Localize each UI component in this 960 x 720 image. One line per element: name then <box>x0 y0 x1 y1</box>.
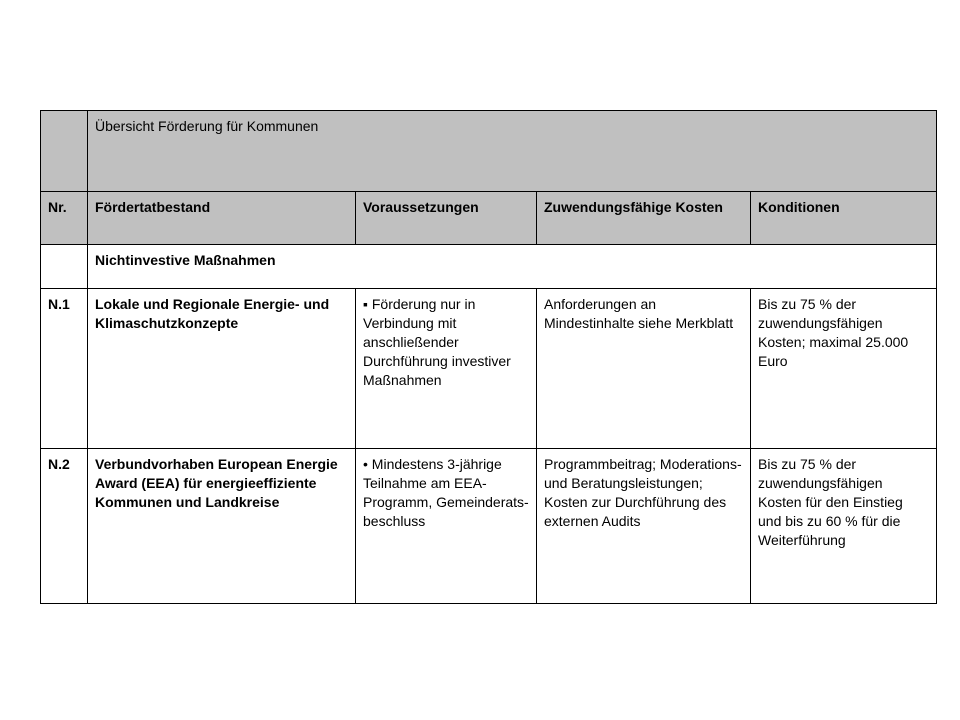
row-foerdertatbestand: Verbundvorhaben European Energie Award (EEA) für energieeffiziente Kommunen und Landkreise <box>88 449 356 604</box>
table-title: Übersicht Förderung für Kommunen <box>88 111 937 192</box>
row-nr: N.2 <box>41 449 88 604</box>
row-konditionen: Bis zu 75 % der zuwendungsfähigen Kosten für den Einstieg und bis zu 60 % für die Weiterführung <box>751 449 937 604</box>
funding-overview-table <box>40 110 937 604</box>
header-voraussetzungen: Voraussetzungen <box>356 192 537 245</box>
title-corner-cell <box>41 111 88 192</box>
header-kosten: Zuwendungsfähige Kosten <box>537 192 751 245</box>
section-corner-cell <box>41 245 88 289</box>
bullet-icon: • <box>363 456 368 472</box>
row-kosten: Programmbeitrag; Moderations- und Beratungsleistungen; Kosten zur Durchführung des externen Audits <box>537 449 751 604</box>
row-nr: N.1 <box>41 289 88 449</box>
header-foerdertatbestand: Fördertatbestand <box>88 192 356 245</box>
header-nr: Nr. <box>41 192 88 245</box>
section-label: Nichtinvestive Maßnahmen <box>88 245 937 289</box>
table-title-row <box>41 111 937 192</box>
voraussetzungen-text: Förderung nur in Verbindung mit anschließender Durchführung investiver Maßnahmen <box>363 296 511 388</box>
bullet-icon: ▪ <box>363 296 368 312</box>
voraussetzungen-text: Mindestens 3-jährige Teilnahme am EEA-Programm, Gemeinderats-beschluss <box>363 456 529 529</box>
header-konditionen: Konditionen <box>751 192 937 245</box>
table-row <box>41 289 937 449</box>
row-voraussetzungen <box>356 449 537 604</box>
row-foerdertatbestand: Lokale und Regionale Energie- und Klimaschutzkonzepte <box>88 289 356 449</box>
row-kosten: Anforderungen an Mindestinhalte siehe Merkblatt <box>537 289 751 449</box>
row-konditionen: Bis zu 75 % der zuwendungsfähigen Kosten; maximal 25.000 Euro <box>751 289 937 449</box>
section-row <box>41 245 937 289</box>
table-row <box>41 449 937 604</box>
table-header-row <box>41 192 937 245</box>
row-voraussetzungen <box>356 289 537 449</box>
